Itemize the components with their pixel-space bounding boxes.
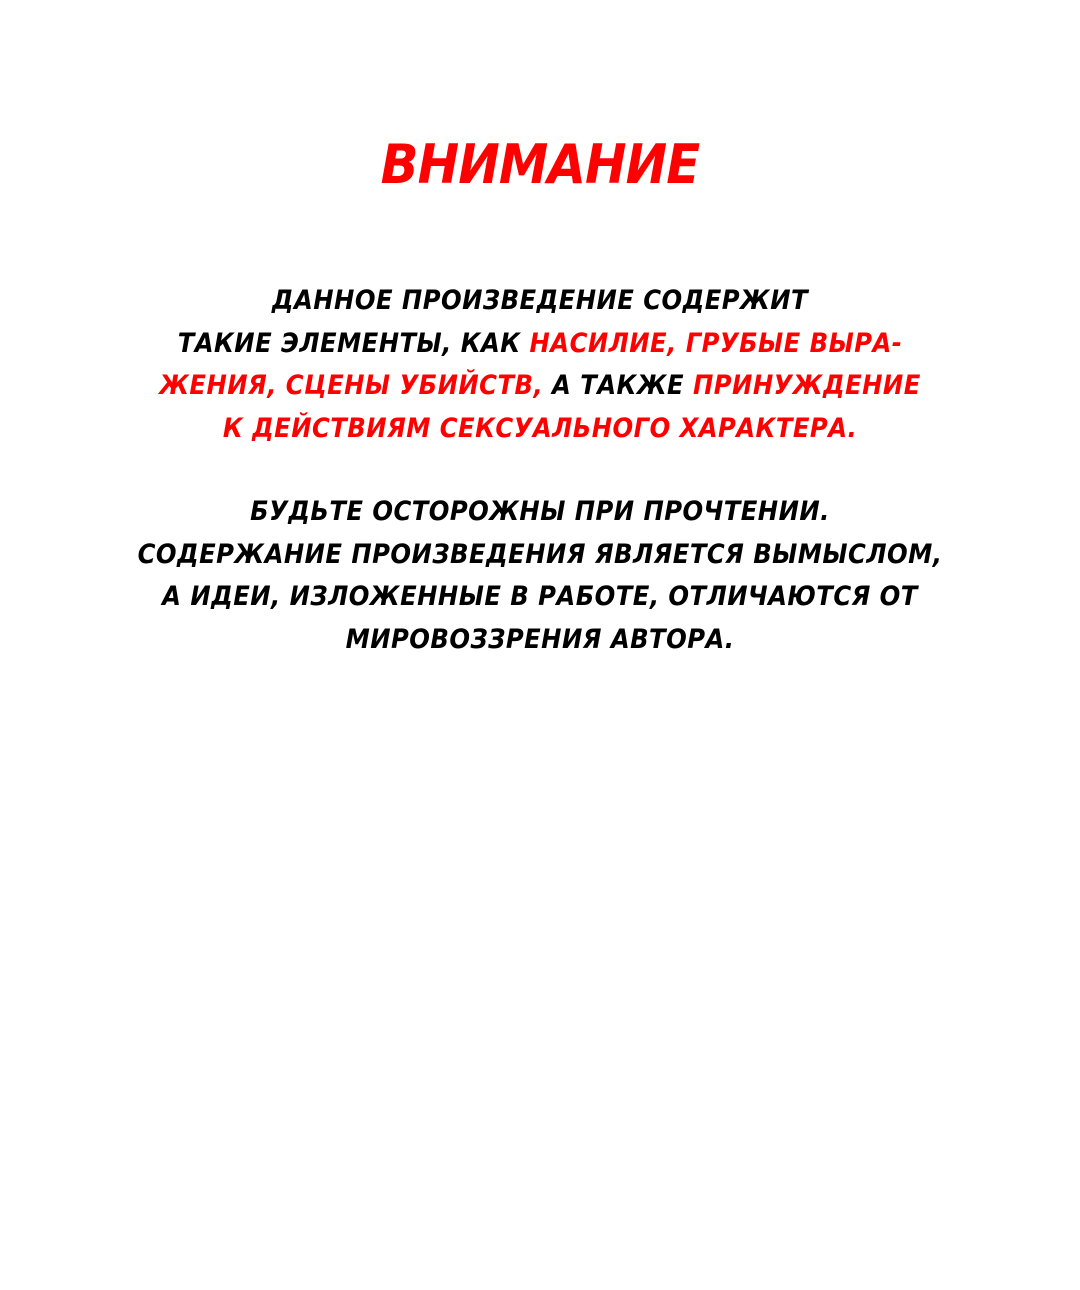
content-warning-paragraph (0, 280, 1080, 450)
paragraph1-line2-highlight: НАСИЛИЕ, ГРУБЫЕ ВЫРА- (529, 327, 903, 359)
paragraph1-line3-text: А ТАКЖЕ (543, 370, 693, 401)
paragraph1-line2-text: ТАКИЕ ЭЛЕМЕНТЫ, КАК (177, 327, 530, 359)
paragraph2-line2: СОДЕРЖАНИЕ ПРОИЗВЕДЕНИЯ ЯВЛЯЕТСЯ ВЫМЫСЛОМ, (137, 538, 943, 570)
paragraph1-line1: ДАННОЕ ПРОИЗВЕДЕНИЕ СОДЕРЖИТ (271, 285, 809, 316)
paragraph1-line2 (54, 323, 1026, 366)
paragraph1-line3 (54, 365, 1026, 408)
disclaimer-paragraph (0, 491, 1080, 661)
paragraph1-line3-highlight-b: ПРИНУЖДЕНИЕ (692, 370, 921, 401)
paragraph2-line4: МИРОВОЗЗРЕНИЯ АВТОРА. (345, 623, 735, 655)
paragraph2-line3: А ИДЕИ, ИЗЛОЖЕННЫЕ В РАБОТЕ, ОТЛИЧАЮТСЯ ОТ (162, 581, 918, 612)
paragraph1-line4: К ДЕЙСТВИЯМ СЕКСУАЛЬНОГО ХАРАКТЕРА. (222, 412, 858, 444)
paragraph2-line1: БУДЬТЕ ОСТОРОЖНЫ ПРИ ПРОЧТЕНИИ. (250, 496, 830, 527)
warning-title: ВНИМАНИЕ (380, 133, 700, 196)
paragraph1-line3-highlight-a: ЖЕНИЯ, СЦЕНЫ УБИЙСТВ, (159, 370, 544, 401)
